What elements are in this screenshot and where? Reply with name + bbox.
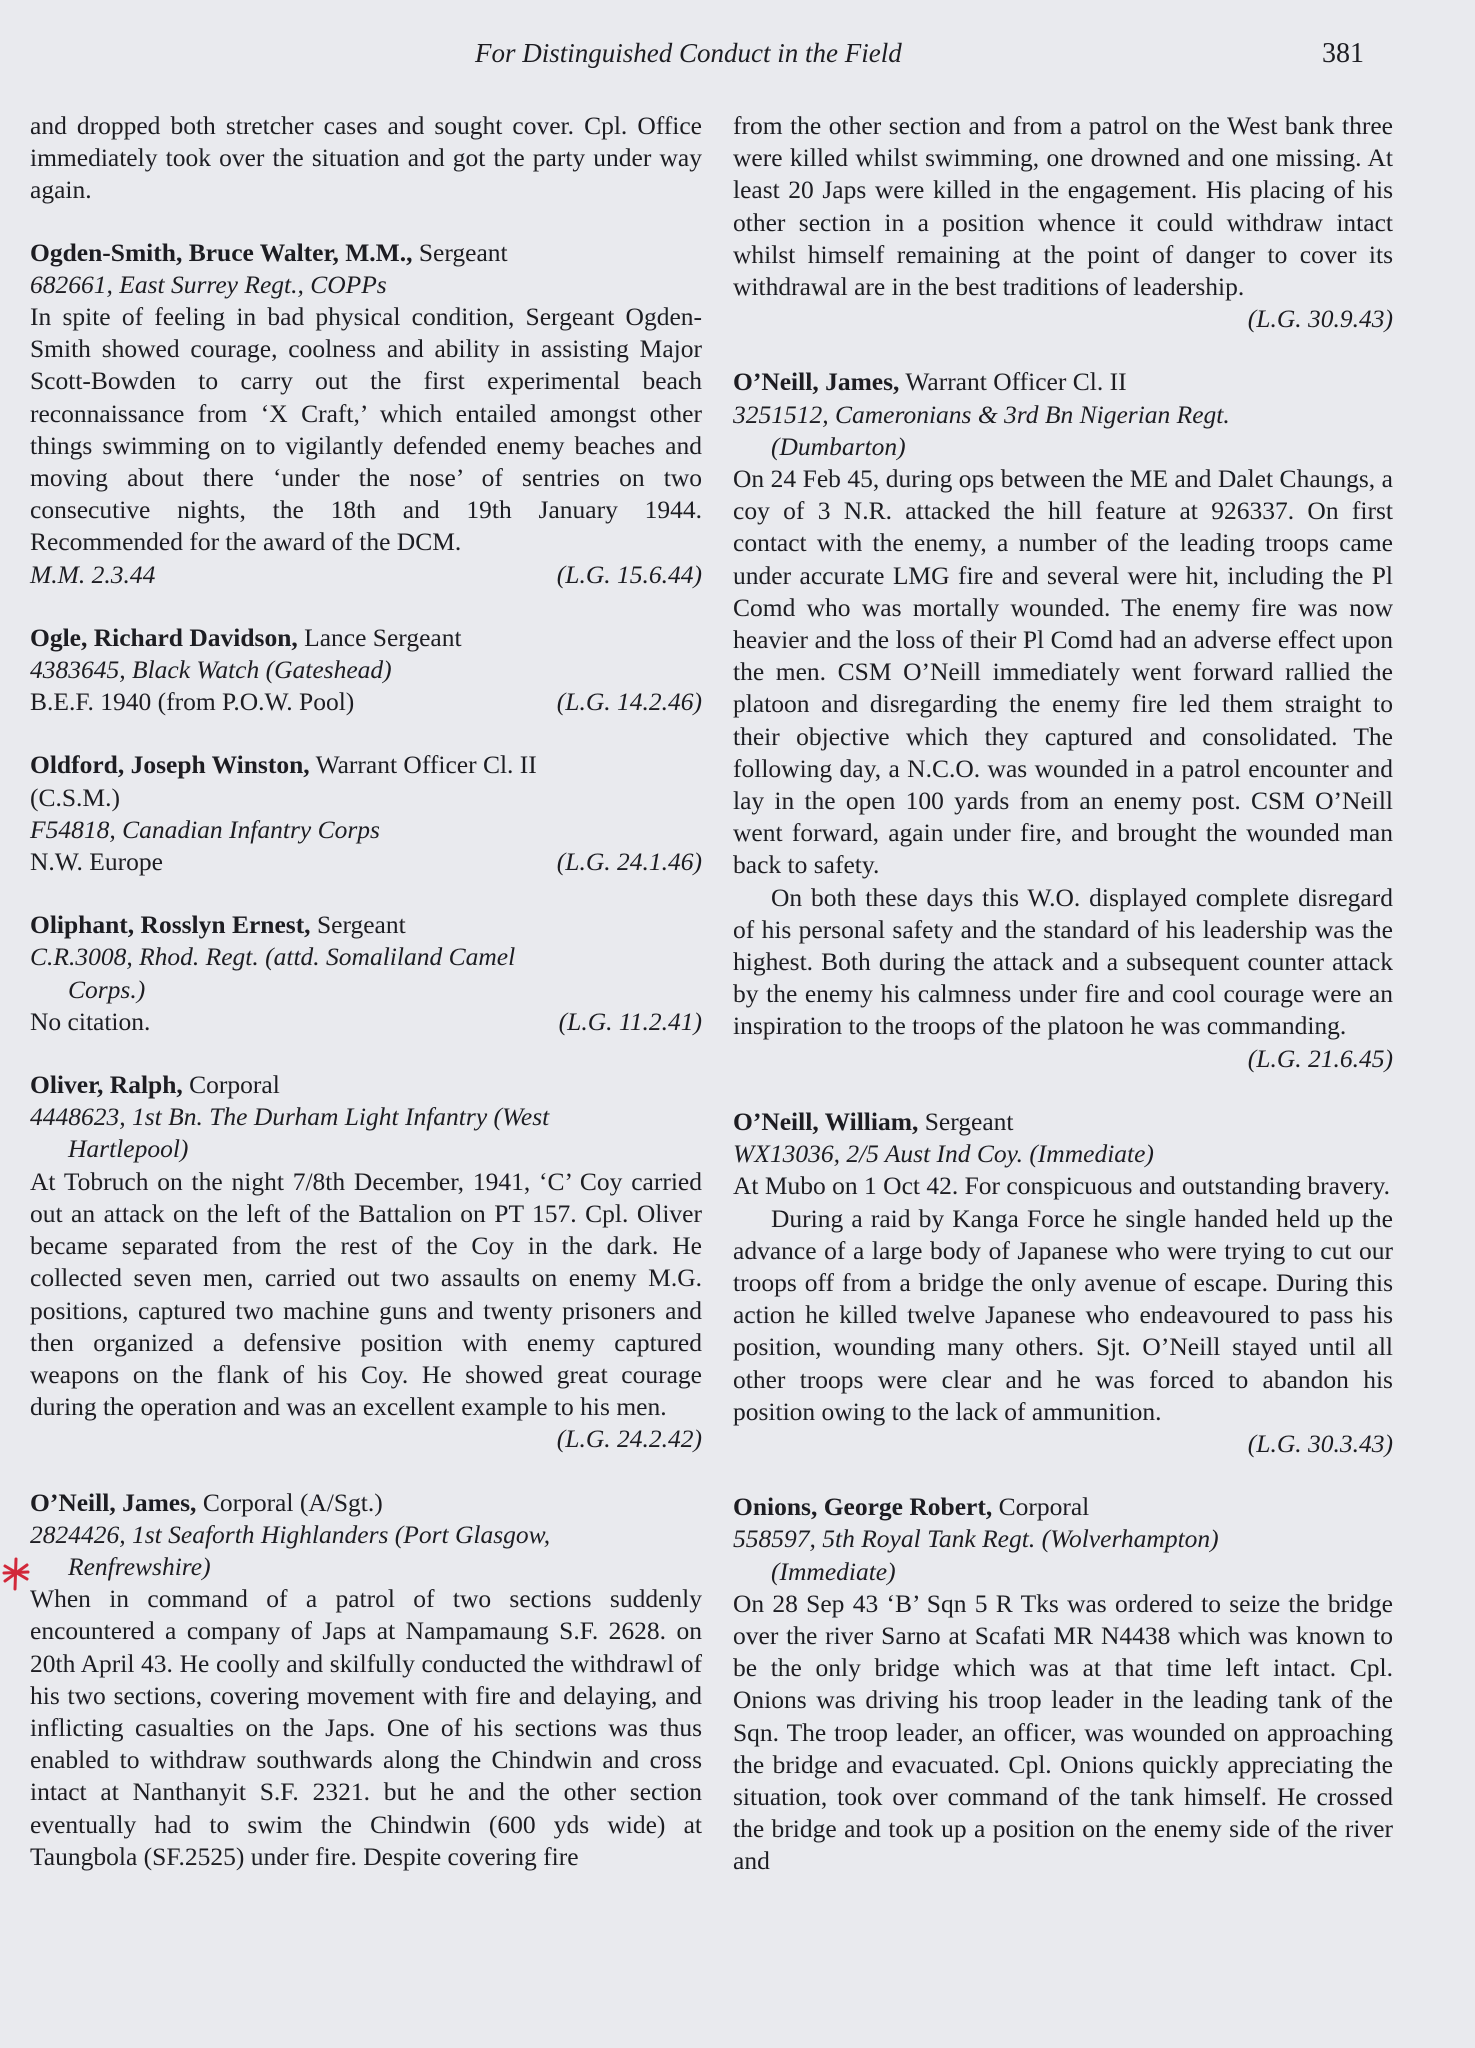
- service-details: 558597, 5th Royal Tank Regt. (Wolverhampton): [733, 1524, 1219, 1554]
- citation-text: On 24 Feb 45, during ops between the ME and Dalet Chaungs, a coy of 3 N.R. attacked the hill feature at 926337. On first contact with the enemy, a number of the leading troops came under accurate LMG fire and several were hit, including the Pl Comd who was mortally wounded. The enemy fire was now heavier and the loss of their Pl Comd had an adverse effect upon the men. CSM O’Neill immediately went forward rallied the platoon and disregarding the enemy fire led them straight to their objective which they captured and consolidated. The following day, a N.C.O. was wounded in a patrol encounter and lay in the open 100 yards from an enemy post. CSM O’Neill went forward, again under fire, and brought the wounded man back to safety.: [733, 464, 1393, 880]
- citation-text: On 28 Sep 43 ‘B’ Sqn 5 R Tks was ordered to seize the bridge over the river Sarno at Scafati MR N4438 which was known to be the only bridge which was at that time left intact. Cpl. Onions was driving his troop leader in the leading tank of the Sqn. The troop leader, an officer, was wounded on approaching the bridge and evacuated. Cpl. Onions quickly appreciating the situation, took over command of the tank himself. He crossed the bridge and took up a position on the enemy side of the river and: [733, 1588, 1393, 1876]
- entry-rank: Lance Sergeant: [297, 622, 462, 652]
- citation-footer: [30, 559, 702, 591]
- service-details-cont: Renfrewshire): [68, 1551, 211, 1581]
- citation-text: In spite of feeling in bad physical condition, Sergeant Ogden-Smith showed courage, coolness and ability in assisting Major Scott-Bowden to carry out the first experimental beach reconnaissance from ‘X Craft,’ which entailed amongst other things swimming on to vigilantly defended enemy beaches and moving about there ‘under the nose’ of sentries on two consecutive nights, the 18th and 19th January 1944. Recommended for the award of the DCM.: [30, 302, 702, 557]
- entry-name: O’Neill, James,: [30, 1487, 197, 1517]
- entry-oldford: [30, 749, 702, 878]
- entry-name: Oliphant, Rosslyn Ernest,: [30, 910, 311, 940]
- entry-onions: [733, 1491, 1393, 1877]
- continuation-text: and dropped both stretcher cases and sought cover. Cpl. Office immediately took over the situation and got the party under way again.: [30, 111, 702, 205]
- entry-oneill-james-corporal: [30, 1487, 702, 1873]
- service-details: 2824426, 1st Seaforth Highlanders (Port Glasgow,: [30, 1519, 551, 1549]
- entry-rank: Sergeant: [412, 237, 508, 267]
- entry-name: O’Neill, James,: [733, 367, 900, 397]
- entry-ogle: [30, 622, 702, 719]
- entry-heading: [30, 749, 702, 781]
- entry-heading: [733, 1491, 1393, 1523]
- running-title: For Distinguished Conduct in the Field: [475, 38, 902, 68]
- gazette-reference: (L.G. 14.2.46): [556, 687, 702, 717]
- service-details: WX13036, 2/5 Aust Ind Coy. (Immediate): [733, 1139, 1154, 1169]
- page-number: 381: [1322, 38, 1364, 69]
- page-header: [0, 38, 1475, 78]
- entry-note: N.W. Europe: [30, 847, 163, 877]
- service-details-cont: (Immediate): [771, 1556, 896, 1586]
- entry-rank: Warrant Officer Cl. II: [899, 367, 1127, 397]
- entry-name: Oldford, Joseph Winston,: [30, 750, 310, 780]
- entry-note: No citation.: [30, 1006, 151, 1036]
- entry-rank: Warrant Officer Cl. II: [309, 750, 537, 780]
- continuation-entry: [733, 110, 1393, 335]
- continuation-text: from the other section and from a patrol on the West bank three were killed whilst swimming, one drowned and one missing. At least 20 Japs were killed in the engagement. His placing of his other section in a position whence it could withdraw intact whilst himself remaining at the point of danger to cover its withdrawal are in the best traditions of leadership.: [733, 111, 1393, 302]
- entry-heading: [30, 909, 702, 941]
- entry-rank: Sergeant: [918, 1106, 1014, 1136]
- entry-heading: [733, 366, 1393, 398]
- citation-text: At Mubo on 1 Oct 42. For conspicuous and outstanding bravery.: [733, 1171, 1391, 1201]
- entry-oliver: [30, 1069, 702, 1455]
- continuation-entry: [30, 110, 702, 207]
- service-details: 682661, East Surrey Regt., COPPs: [30, 269, 387, 299]
- service-details-cont: Corps.): [68, 974, 146, 1004]
- gazette-reference: (L.G. 24.2.42): [556, 1424, 702, 1454]
- entry-oneill-james-warrant-officer: [733, 366, 1393, 1074]
- gazette-reference: (L.G. 15.6.44): [556, 559, 702, 589]
- entry-name: Oliver, Ralph,: [30, 1070, 183, 1100]
- citation-text: At Tobruch on the night 7/8th December, 1941, ‘C’ Coy carried out an attack on the left of the Battalion on PT 157. Cpl. Oliver became separated from the rest of the Coy in the dark. He collected seven men, carried out two assaults on enemy M.G. positions, captured two machine guns and twenty prisoners and then organized a defensive position with enemy captured weapons on the flank of his Coy. He showed great courage during the operation and was an excellent example to his men.: [30, 1166, 702, 1422]
- entry-heading: [30, 1069, 702, 1101]
- gazette-reference: (L.G. 21.6.45): [1247, 1043, 1393, 1073]
- service-details-cont: Hartlepool): [68, 1134, 189, 1164]
- entry-name: O’Neill, William,: [733, 1106, 919, 1136]
- gazette-reference: (L.G. 24.1.46): [556, 847, 702, 877]
- service-details: C.R.3008, Rhod. Regt. (attd. Somaliland Camel: [30, 942, 516, 972]
- entry-heading: [30, 237, 702, 269]
- entry-heading: [30, 1487, 702, 1519]
- service-details-cont: (Dumbarton): [771, 431, 906, 461]
- gazette-reference: (L.G. 11.2.41): [558, 1006, 702, 1036]
- entry-heading: [30, 622, 702, 654]
- entry-rank: Corporal: [992, 1492, 1090, 1522]
- right-column: [733, 110, 1393, 1909]
- gazette-reference: (L.G. 30.3.43): [1247, 1428, 1393, 1458]
- citation-footer: [30, 686, 702, 718]
- service-details: 3251512, Cameronians & 3rd Bn Nigerian Regt.: [733, 399, 1230, 429]
- service-details: 4383645, Black Watch (Gateshead): [30, 655, 392, 685]
- entry-name: Ogden-Smith, Bruce Walter, M.M.,: [30, 237, 413, 267]
- citation-text: During a raid by Kanga Force he single handed held up the advance of a large body of Japanese who were trying to cut our troops off from a bridge the only avenue of escape. During this action he killed twelve Japanese who endeavoured to pass his position, wounding many others. Sjt. O’Neill stayed until all other troops were clear and he was forced to abandon his position owing to the lack of ammunition.: [733, 1203, 1393, 1426]
- citation-text: When in command of a patrol of two sections suddenly encountered a company of Japs at Nampamaung S.F. 2628. on 20th April 43. He coolly and skilfully conducted the withdrawl of his two sections, covering movement with fire and delaying, and inflicting casualties on the Japs. One of his sections was thus enabled to withdraw southwards along the Chindwin and cross intact at Nanthanyit S.F. 2321. but he and the other section eventually had to swim the Chindwin (600 yds wide) at Taungbola (SF.2525) under fire. Despite covering fire: [30, 1584, 702, 1871]
- entry-name: Onions, George Robert,: [733, 1492, 993, 1522]
- entry-heading: [733, 1106, 1393, 1138]
- entry-rank: Corporal (A/Sgt.): [196, 1487, 383, 1517]
- service-details: 4448623, 1st Bn. The Durham Light Infantry (West: [30, 1102, 550, 1132]
- gazette-reference: (L.G. 30.9.43): [1247, 304, 1393, 334]
- entry-rank: Corporal: [182, 1070, 280, 1100]
- asterisk-icon: [2, 1557, 30, 1591]
- citation-footer: [30, 1006, 702, 1038]
- left-column: [30, 110, 702, 1904]
- prior-award: M.M. 2.3.44: [30, 559, 156, 589]
- citation-footer: [30, 846, 702, 878]
- entry-ogden-smith: [30, 237, 702, 591]
- entry-note: B.E.F. 1940 (from P.O.W. Pool): [30, 687, 355, 717]
- entry-rank-extra: (C.S.M.): [30, 782, 120, 812]
- entry-oneill-william: [733, 1106, 1393, 1460]
- entry-oliphant: [30, 909, 702, 1038]
- entry-name: Ogle, Richard Davidson,: [30, 622, 298, 652]
- citation-text: On both these days this W.O. displayed complete disregard of his personal safety and the standard of his leadership was the highest. Both during the attack and a subsequent counter attack by the enemy his calmness under fire and cool courage were an inspiration to the troops of the platoon he was commanding.: [733, 882, 1393, 1041]
- entry-rank: Sergeant: [310, 910, 406, 940]
- service-details: F54818, Canadian Infantry Corps: [30, 814, 380, 844]
